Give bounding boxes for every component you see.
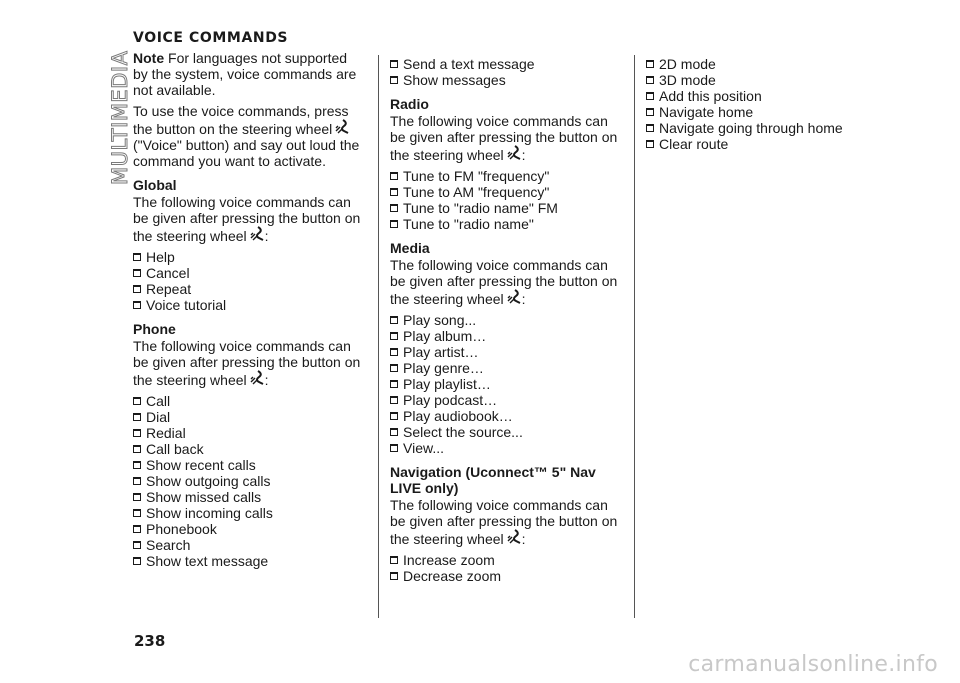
side-tab xyxy=(82,40,132,190)
command-label: Cancel xyxy=(146,265,190,281)
command-item xyxy=(133,297,363,313)
command-label: Tune to FM "frequency" xyxy=(403,168,550,184)
command-item xyxy=(646,56,886,72)
command-list xyxy=(133,249,363,313)
command-label: Tune to AM "frequency" xyxy=(403,184,550,200)
command-item xyxy=(646,136,886,152)
command-item xyxy=(133,265,363,281)
colon: : xyxy=(264,228,269,244)
command-item xyxy=(390,72,622,88)
command-label: Decrease zoom xyxy=(403,568,502,584)
side-tab-label: MULTIMEDIA xyxy=(108,50,132,185)
section-text-body: The following voice commands can be given after pressing the button on the steering wheel xyxy=(390,113,618,163)
bullet-box-icon xyxy=(133,301,141,309)
voice-button-icon xyxy=(506,145,522,163)
command-label: Play playlist… xyxy=(403,376,491,392)
intro-text-cont: ("Voice" button) and say out loud the command you want to activate. xyxy=(133,137,360,169)
intro-text: To use the voice commands, press the button on the steering wheel xyxy=(133,103,349,137)
command-item xyxy=(390,408,622,424)
command-list xyxy=(390,56,622,88)
section-heading-navigation: Navigation (Uconnect™ 5" Nav LIVE only) xyxy=(390,464,596,496)
command-item xyxy=(390,168,622,184)
command-label: Show messages xyxy=(403,72,506,88)
section-text-body: The following voice commands can be given after pressing the button on the steering wheel xyxy=(390,497,618,547)
command-label: Tune to "radio name" xyxy=(403,216,534,232)
command-label: Tune to "radio name" FM xyxy=(403,200,558,216)
command-list xyxy=(390,312,622,456)
section-text-body: The following voice commands can be given after pressing the button on the steering wheel xyxy=(133,194,361,244)
command-label: Dial xyxy=(146,409,171,425)
command-label: Call xyxy=(146,393,171,409)
page-number: 238 xyxy=(134,632,166,650)
note-label: Note xyxy=(133,50,165,66)
command-item xyxy=(133,489,363,505)
command-label: Show recent calls xyxy=(146,457,256,473)
command-item xyxy=(390,552,622,568)
voice-button-icon xyxy=(334,119,350,137)
section-heading-media: Media xyxy=(390,240,430,256)
command-item xyxy=(390,56,622,72)
section-text xyxy=(390,257,622,307)
command-label: Navigate home xyxy=(659,104,754,120)
section-heading-phone: Phone xyxy=(133,321,176,337)
bullet-box-icon xyxy=(390,380,398,388)
command-item xyxy=(390,216,622,232)
bullet-box-icon xyxy=(133,413,141,421)
colon: : xyxy=(264,372,269,388)
column-3 xyxy=(646,56,886,156)
bullet-box-icon xyxy=(133,285,141,293)
command-label: Show incoming calls xyxy=(146,505,273,521)
bullet-box-icon xyxy=(390,172,398,180)
bullet-box-icon xyxy=(133,525,141,533)
section-text-body: The following voice commands can be given after pressing the button on the steering wheel xyxy=(390,257,618,307)
command-item xyxy=(646,120,886,136)
bullet-box-icon xyxy=(133,269,141,277)
command-item xyxy=(390,424,622,440)
command-item xyxy=(390,568,622,584)
command-label: View... xyxy=(403,440,444,456)
command-label: Clear route xyxy=(659,136,729,152)
command-item xyxy=(133,281,363,297)
command-item xyxy=(646,88,886,104)
bullet-box-icon xyxy=(133,541,141,549)
command-label: Play artist… xyxy=(403,344,479,360)
colon: : xyxy=(521,147,526,163)
section-text xyxy=(133,338,363,388)
command-item xyxy=(133,457,363,473)
bullet-box-icon xyxy=(390,220,398,228)
command-item xyxy=(390,440,622,456)
command-label: Show outgoing calls xyxy=(146,473,271,489)
column-divider xyxy=(634,55,635,618)
command-label: Call back xyxy=(146,441,204,457)
command-item xyxy=(390,312,622,328)
section-text xyxy=(390,113,622,163)
voice-button-icon xyxy=(249,370,265,388)
bullet-box-icon xyxy=(646,140,654,148)
bullet-box-icon xyxy=(133,429,141,437)
command-item xyxy=(390,328,622,344)
section-text xyxy=(390,497,622,547)
section-heading-radio: Radio xyxy=(390,96,429,112)
bullet-box-icon xyxy=(646,92,654,100)
bullet-box-icon xyxy=(390,332,398,340)
voice-button-icon xyxy=(506,529,522,547)
column-divider xyxy=(378,55,379,618)
command-label: Show text message xyxy=(146,553,269,569)
command-item xyxy=(646,104,886,120)
command-label: Play audiobook… xyxy=(403,408,513,424)
bullet-box-icon xyxy=(390,556,398,564)
bullet-box-icon xyxy=(646,76,654,84)
command-label: Search xyxy=(146,537,191,553)
bullet-box-icon xyxy=(390,76,398,84)
bullet-box-icon xyxy=(646,124,654,132)
command-item xyxy=(646,72,886,88)
command-item xyxy=(133,425,363,441)
command-label: Navigate going through home xyxy=(659,120,843,136)
bullet-box-icon xyxy=(133,253,141,261)
command-item xyxy=(390,376,622,392)
bullet-box-icon xyxy=(133,397,141,405)
command-label: Play song... xyxy=(403,312,477,328)
bullet-box-icon xyxy=(646,108,654,116)
command-label: Add this position xyxy=(659,88,762,104)
command-label: Show missed calls xyxy=(146,489,262,505)
voice-button-icon xyxy=(506,289,522,307)
command-item xyxy=(133,441,363,457)
bullet-box-icon xyxy=(133,493,141,501)
command-label: Play album… xyxy=(403,328,487,344)
command-item xyxy=(390,184,622,200)
command-item xyxy=(133,409,363,425)
command-list xyxy=(646,56,886,152)
command-label: Play genre… xyxy=(403,360,484,376)
column-1 xyxy=(133,30,363,573)
watermark: carmanualsonline.info xyxy=(688,652,938,677)
section-text xyxy=(133,194,363,244)
colon: : xyxy=(521,531,526,547)
command-item xyxy=(133,249,363,265)
bullet-box-icon xyxy=(390,348,398,356)
bullet-box-icon xyxy=(133,445,141,453)
command-label: Redial xyxy=(146,425,186,441)
bullet-box-icon xyxy=(646,60,654,68)
bullet-box-icon xyxy=(133,557,141,565)
intro-paragraph xyxy=(133,103,363,169)
command-item xyxy=(390,392,622,408)
bullet-box-icon xyxy=(390,364,398,372)
command-label: 3D mode xyxy=(659,72,716,88)
note-text: For languages not supported by the system, voice commands are not available. xyxy=(133,50,357,98)
bullet-box-icon xyxy=(390,572,398,580)
bullet-box-icon xyxy=(133,477,141,485)
note-paragraph xyxy=(133,50,363,98)
page-title: VOICE COMMANDS xyxy=(133,30,289,46)
section-text-body: The following voice commands can be given after pressing the button on the steering wheel xyxy=(133,338,361,388)
command-item xyxy=(133,473,363,489)
bullet-box-icon xyxy=(390,444,398,452)
command-item xyxy=(390,344,622,360)
bullet-box-icon xyxy=(390,188,398,196)
bullet-box-icon xyxy=(390,204,398,212)
command-label: Repeat xyxy=(146,281,192,297)
command-item xyxy=(390,360,622,376)
command-label: Increase zoom xyxy=(403,552,495,568)
command-label: 2D mode xyxy=(659,56,716,72)
command-label: Help xyxy=(146,249,175,265)
command-item xyxy=(390,200,622,216)
colon: : xyxy=(521,291,526,307)
command-label: Send a text message xyxy=(403,56,535,72)
command-list xyxy=(133,393,363,569)
section-heading-global: Global xyxy=(133,177,177,193)
command-label: Voice tutorial xyxy=(146,297,227,313)
bullet-box-icon xyxy=(133,461,141,469)
command-item xyxy=(133,537,363,553)
bullet-box-icon xyxy=(390,412,398,420)
command-list xyxy=(390,552,622,584)
bullet-box-icon xyxy=(390,316,398,324)
command-label: Select the source... xyxy=(403,424,523,440)
bullet-box-icon xyxy=(390,428,398,436)
command-label: Play podcast… xyxy=(403,392,498,408)
bullet-box-icon xyxy=(390,396,398,404)
command-item xyxy=(133,521,363,537)
bullet-box-icon xyxy=(390,60,398,68)
command-item xyxy=(133,505,363,521)
voice-button-icon xyxy=(249,226,265,244)
command-item xyxy=(133,393,363,409)
command-list xyxy=(390,168,622,232)
command-item xyxy=(133,553,363,569)
column-2 xyxy=(390,56,622,588)
command-label: Phonebook xyxy=(146,521,217,537)
bullet-box-icon xyxy=(133,509,141,517)
